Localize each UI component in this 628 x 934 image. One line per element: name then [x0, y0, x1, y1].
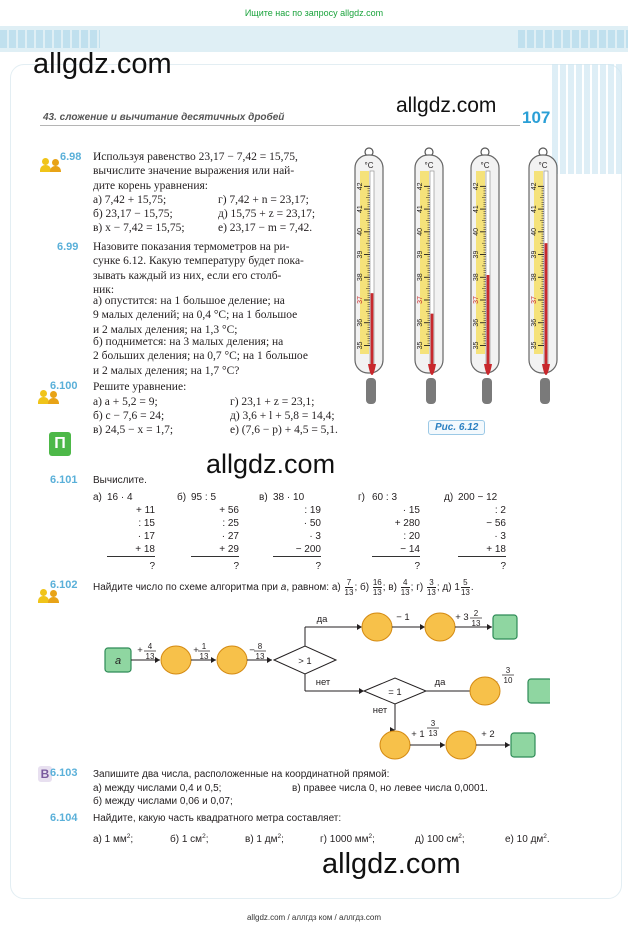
- flow-arrow: [440, 742, 445, 748]
- tick-label-37: 37: [531, 296, 538, 304]
- watermark-1: allgdz.com: [33, 48, 172, 80]
- problem-6-104-g: г) 1000 $мм^2$;: [320, 833, 375, 845]
- op2-sign: +: [193, 645, 199, 656]
- tick-label-40: 40: [473, 227, 480, 236]
- column-answer: ?: [414, 561, 420, 572]
- group-work-icon: [38, 390, 60, 404]
- practice-badge: П: [49, 432, 71, 456]
- tick-label-41: 41: [531, 205, 538, 213]
- group-work-icon: [38, 589, 60, 603]
- column-step: : 20: [403, 531, 420, 542]
- thermometer-tip: [426, 378, 436, 404]
- algorithm-flow: [100, 605, 550, 770]
- problem-6-99-b: б) поднимется: на 3 малых деления; на 2 больших деления; на 0,7 °C; на 1 большое и 2 малых деления; на 1,7 °C?: [93, 336, 308, 377]
- op5-sign: + 3: [455, 612, 469, 623]
- thermometer-unit: °C: [480, 161, 490, 170]
- problem-6-98-a: а) 7,42 + 15,75;: [93, 194, 167, 206]
- tick-label-39: 39: [531, 250, 538, 259]
- column-step: : 19: [304, 505, 321, 516]
- thermometer-3: [471, 148, 499, 404]
- tick-label-35: 35: [417, 341, 424, 350]
- flow-arrow: [357, 624, 362, 630]
- tick-label-37: 37: [357, 296, 364, 304]
- mercury-column: [371, 293, 374, 366]
- problem-6-103-v: в) правее числа 0, но левее числа 0,0001.: [292, 783, 488, 794]
- flow-arrow: [267, 657, 272, 663]
- column-step: · 15: [402, 505, 420, 516]
- fraction-denominator: 13: [255, 652, 265, 661]
- column-step: + 18: [107, 543, 155, 557]
- thermometer-tip: [366, 378, 376, 404]
- yes-label-1: да: [316, 614, 328, 625]
- thermometer-unit: °C: [364, 161, 374, 170]
- problem-6-100-intro: Решите уравнение:: [93, 381, 187, 393]
- result-3: [511, 733, 535, 757]
- thermometer-unit: °C: [424, 161, 434, 170]
- figure-caption: Рис. 6.12: [428, 420, 485, 435]
- problem-6-98-v: в) x − 7,42 = 15,75;: [93, 222, 185, 234]
- fraction-numerator: 2: [473, 609, 479, 618]
- step-6: [470, 677, 500, 705]
- problem-6-100-d: д) 3,6 + l + 5,8 = 14,4;: [230, 410, 335, 422]
- problem-6-98-d: д) 15,75 + z = 23,17;: [218, 208, 316, 220]
- tick-label-42: 42: [473, 182, 480, 191]
- column-label: а): [93, 492, 102, 503]
- tick-label-42: 42: [357, 182, 364, 191]
- column-step: 38 · 10: [273, 492, 305, 503]
- flow-arrow: [155, 657, 160, 663]
- step-4: [362, 613, 392, 641]
- problem-6-104-b: б) 1 $см^2$;: [170, 833, 209, 845]
- tick-label-36: 36: [531, 318, 538, 327]
- fraction-numerator: 3: [505, 666, 511, 675]
- problem-number-6-99: 6.99: [57, 241, 79, 253]
- section-header: 43. сложение и вычитание десятичных дробей: [43, 112, 285, 123]
- problem-number-6-101: 6.101: [50, 474, 78, 486]
- column-answer: ?: [233, 561, 239, 572]
- yes-label-2: да: [434, 677, 446, 688]
- problem-6-98-e: е) 23,17 − m = 7,42.: [218, 222, 313, 234]
- result-1: [493, 615, 517, 639]
- start-var: a: [114, 655, 122, 667]
- tick-label-40: 40: [357, 227, 364, 236]
- column-step: + 29: [191, 543, 239, 557]
- problem-6-104-e: е) 10 $дм^2$.: [505, 833, 550, 845]
- tick-label-37: 37: [417, 296, 424, 304]
- problem-number-6-98: 6.98: [60, 151, 82, 163]
- thermometer-4: [529, 148, 557, 404]
- op6-frac: [502, 666, 514, 685]
- header-rule: [40, 125, 520, 126]
- column-step: · 3: [309, 531, 321, 542]
- op3-frac: [254, 642, 266, 661]
- problem-6-104-d: д) 100 $см^2$;: [415, 833, 465, 845]
- op4-label: − 1: [396, 612, 410, 623]
- column-step: − 14: [372, 543, 420, 557]
- problem-6-99-text: Назовите показания термометров на ри- сунке 6.12. Какую температуру будет пока- зывать каждый из них, если его столб- ник:: [93, 241, 304, 296]
- op8-label: + 2: [481, 729, 495, 740]
- group-work-icon: [40, 158, 62, 172]
- fraction-numerator: 1: [201, 642, 207, 651]
- column-step: 60 : 3: [372, 492, 398, 503]
- column-label: б): [177, 492, 187, 503]
- column-step: · 27: [221, 531, 239, 542]
- column-step: : 25: [222, 518, 239, 529]
- column-step: : 15: [138, 518, 155, 529]
- column-step: 200 − 12: [458, 492, 498, 503]
- problem-6-100-v: в) 24,5 − x = 1,7;: [93, 424, 174, 436]
- problem-6-99-a: а) опустится: на 1 большое деление; на 9 малых делений; на 0,4 °C; на 1 большое и 2 малых деления; на 1,3 °C;: [93, 295, 298, 336]
- column-step: · 50: [303, 518, 321, 529]
- tick-label-35: 35: [357, 341, 364, 350]
- problem-6-100-b: б) c − 7,6 = 24;: [93, 410, 165, 422]
- tick-label-38: 38: [357, 273, 364, 282]
- fraction-denominator: 10: [503, 676, 513, 685]
- tick-label-40: 40: [417, 227, 424, 236]
- step-1: [161, 646, 191, 674]
- column-label: в): [259, 492, 268, 503]
- tick-label-37: 37: [473, 296, 480, 304]
- column-step: 95 : 5: [191, 492, 217, 503]
- op2-frac: [198, 642, 210, 661]
- flow-arrow: [505, 742, 510, 748]
- condition-1-text: > 1: [298, 656, 312, 667]
- step-2: [217, 646, 247, 674]
- problem-6-104-v: в) 1 $дм^2$;: [245, 833, 284, 845]
- problem-6-98-g: г) 7,42 + n = 23,17;: [218, 194, 309, 206]
- column-step: + 18: [458, 543, 506, 557]
- tick-label-39: 39: [473, 250, 480, 259]
- column-step: − 200: [273, 543, 321, 557]
- tick-label-35: 35: [473, 341, 480, 350]
- problem-6-102-text: Найдите число по схеме алгоритма при a, равном: а) $\frac{7}{13}$ ; б) $\frac{16}{13}$ ; в) $\frac{4}{13}$ ; г) $\frac{3}{13}$ ; д) 1 $\frac{5}{13}$ .: [93, 578, 474, 597]
- tick-label-42: 42: [417, 182, 424, 191]
- problem-number-6-100: 6.100: [50, 380, 78, 392]
- fraction-denominator: 13: [145, 652, 155, 661]
- tick-label-38: 38: [473, 273, 480, 282]
- tick-label-36: 36: [417, 318, 424, 327]
- flow-arrow: [487, 624, 492, 630]
- fraction-denominator: 13: [199, 652, 209, 661]
- column-label: г): [358, 492, 365, 503]
- problem-6-100-e: е) (7,6 − p) + 4,5 = 5,1.: [230, 424, 338, 436]
- logic-badge: В: [38, 766, 52, 782]
- mercury-column: [431, 314, 434, 366]
- tick-label-41: 41: [417, 205, 424, 213]
- column-answer: ?: [500, 561, 506, 572]
- fraction-denominator: 13: [428, 729, 438, 738]
- tick-label-41: 41: [357, 205, 364, 213]
- fraction-numerator: 4: [147, 642, 153, 651]
- problem-6-100-g: г) 23,1 + z = 23,1;: [230, 396, 315, 408]
- tick-label-39: 39: [417, 250, 424, 259]
- problem-6-104-intro: Найдите, какую часть квадратного метра составляет:: [93, 813, 342, 824]
- tick-label-40: 40: [531, 227, 538, 236]
- column-step: + 280: [394, 518, 420, 529]
- column-step: · 17: [137, 531, 155, 542]
- thermometer-2: [415, 148, 443, 404]
- tick-label-38: 38: [417, 273, 424, 282]
- watermark-3: allgdz.com: [206, 449, 336, 479]
- watermark-4: allgdz.com: [322, 848, 461, 880]
- column-answer: ?: [315, 561, 321, 572]
- thermometer-1: [355, 148, 383, 404]
- op7-sign: + 1: [411, 729, 425, 740]
- problem-6-98-intro: Используя равенство 23,17 − 7,42 = 15,75, вычислите значение выражения или най- дите корень уравнения:: [93, 151, 298, 192]
- column-step: : 2: [494, 505, 506, 516]
- problem-6-101-intro: Вычислите.: [93, 475, 147, 486]
- condition-2-text: = 1: [388, 687, 402, 698]
- page-number: 107: [522, 108, 551, 127]
- tick-label-41: 41: [473, 205, 480, 213]
- problem-6-103-a: а) между числами 0,4 и 0,5;: [93, 783, 222, 794]
- mercury-column: [545, 243, 548, 366]
- flow-arrow: [211, 657, 216, 663]
- op7-frac: [427, 719, 439, 738]
- tick-label-42: 42: [531, 182, 538, 191]
- column-step: − 56: [486, 518, 506, 529]
- op3-sign: −: [249, 645, 255, 656]
- tick-label-38: 38: [531, 273, 538, 282]
- op1-sign: +: [137, 645, 143, 656]
- column-answer: ?: [149, 561, 155, 572]
- column-step: 16 · 4: [107, 492, 133, 503]
- problem-6-98-b: б) 23,17 − 15,75;: [93, 208, 173, 220]
- problem-6-104-a: а) 1 $мм^2$;: [93, 833, 134, 845]
- no-label-1: нет: [315, 677, 331, 688]
- result-2: [528, 679, 550, 703]
- top-search-note: Ищите нас по запросу allgdz.com: [244, 8, 384, 18]
- bottom-note: allgdz.com / аллгдз ком / аллгдз.com: [246, 913, 382, 922]
- thermometer-unit: °C: [538, 161, 548, 170]
- thermometer-tip: [540, 378, 550, 404]
- tick-label-39: 39: [357, 250, 364, 259]
- fraction-numerator: 8: [257, 642, 263, 651]
- no-label-2: нет: [372, 705, 388, 716]
- fraction-numerator: 3: [430, 719, 436, 728]
- tick-label-35: 35: [531, 341, 538, 350]
- problem-6-103-intro: Запишите два числа, расположенные на координатной прямой:: [93, 769, 390, 780]
- step-8: [446, 731, 476, 759]
- step-7: [380, 731, 410, 759]
- problem-6-103-b: б) между числами 0,06 и 0,07;: [93, 796, 233, 807]
- thermometers-figure: [345, 145, 585, 407]
- op5-frac: [470, 609, 482, 628]
- watermark-2: allgdz.com: [396, 94, 497, 117]
- problem-number-6-104: 6.104: [50, 812, 78, 824]
- flow-arrow: [420, 624, 425, 630]
- column-step: · 3: [494, 531, 506, 542]
- tick-label-36: 36: [357, 318, 364, 327]
- column-label: д): [444, 492, 454, 503]
- problem-number-6-102: 6.102: [50, 579, 78, 591]
- fraction-denominator: 13: [471, 619, 481, 628]
- mercury-column: [487, 275, 490, 366]
- problem-number-6-103: 6.103: [50, 767, 78, 779]
- column-step: + 11: [136, 505, 155, 516]
- step-5: [425, 613, 455, 641]
- problem-6-100-a: а) a + 5,2 = 9;: [93, 396, 158, 408]
- tick-label-36: 36: [473, 318, 480, 327]
- thermometer-tip: [482, 378, 492, 404]
- column-step: + 56: [219, 505, 239, 516]
- op1-frac: [144, 642, 156, 661]
